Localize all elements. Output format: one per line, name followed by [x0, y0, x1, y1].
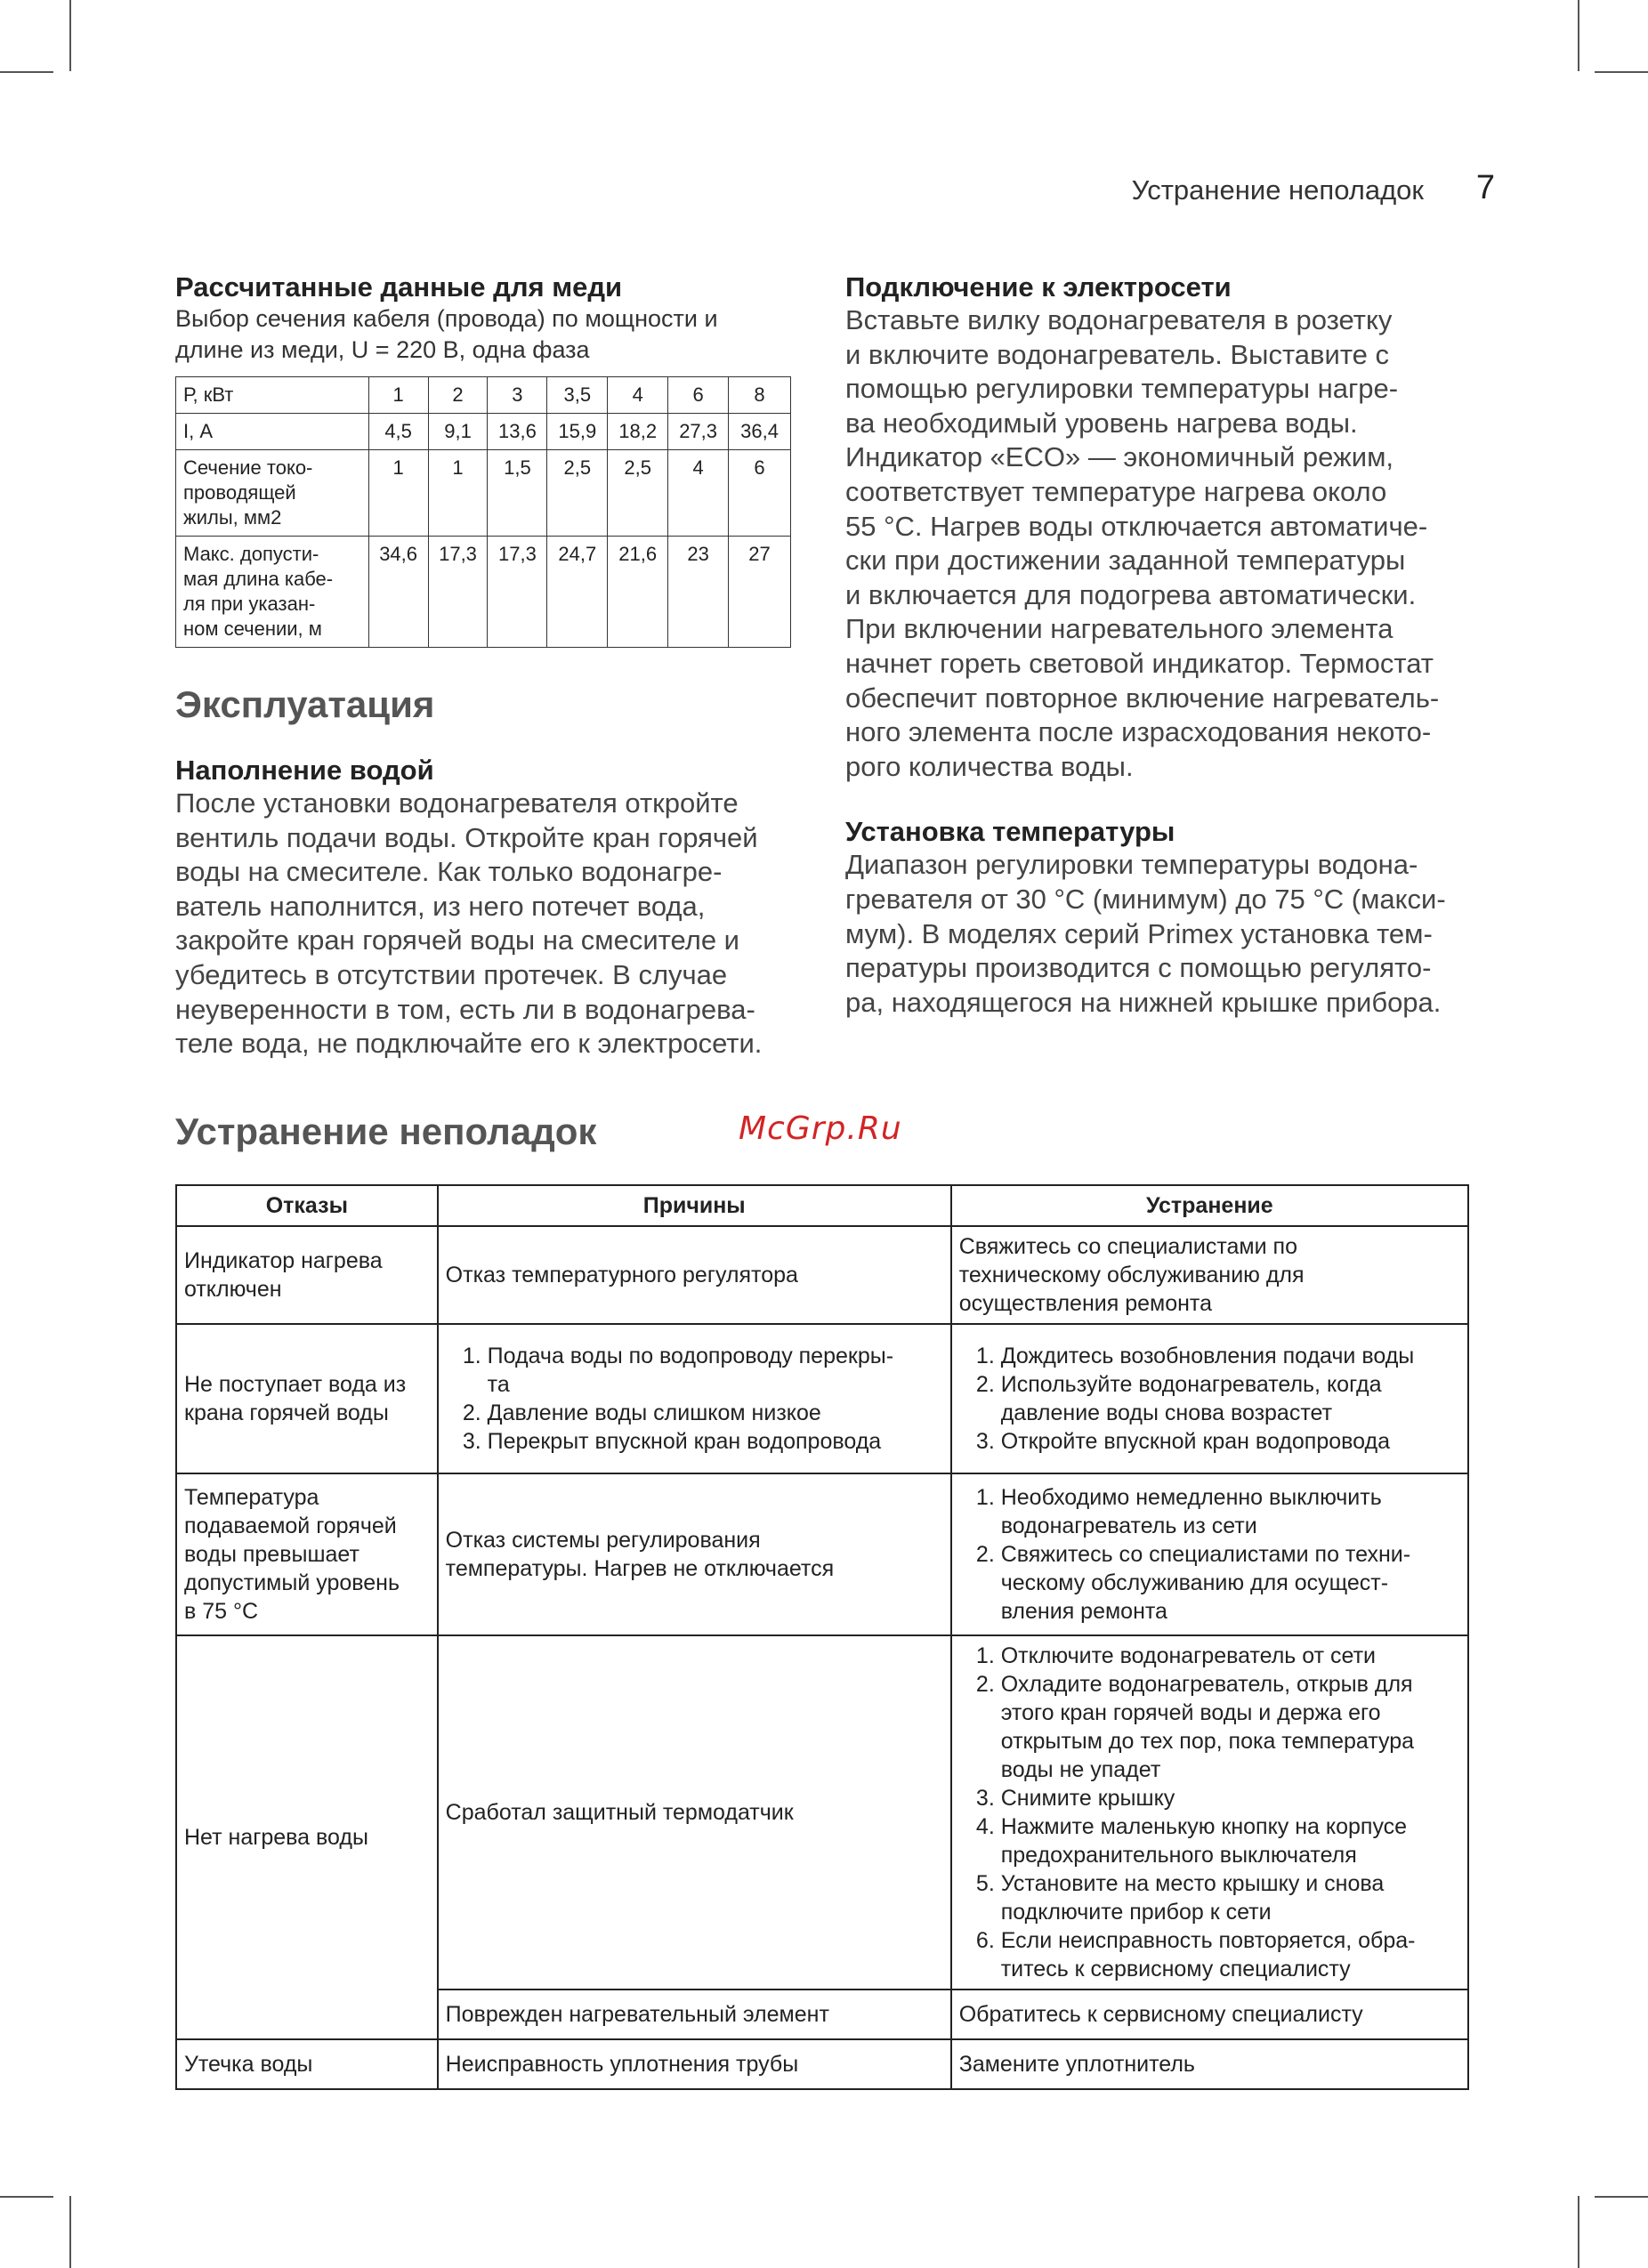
text-line: Вставьте вилку водонагревателя в розетку — [845, 304, 1393, 335]
text-line: воды превышает — [184, 1542, 359, 1567]
text-line: Не поступает вода из — [184, 1372, 407, 1397]
fault-cell — [176, 1324, 438, 1473]
list-item — [1001, 1812, 1460, 1869]
label-line: Р, кВт — [183, 383, 234, 406]
table-cell: 1 — [368, 450, 428, 537]
crop-mark — [1578, 0, 1579, 71]
text-line: 1. Отключите водонагреватель от сети — [1000, 1643, 1377, 1668]
crop-mark — [69, 0, 71, 71]
label-line: проводящей — [183, 481, 296, 504]
text-line: ного элемента после израсходования некото- — [845, 716, 1432, 748]
label-line: ном сечении, м — [183, 617, 322, 640]
text-line: осуществления ремонта — [958, 1291, 1212, 1316]
text-line: и включается для подогрева автоматически. — [845, 578, 1417, 610]
copper-subtitle-1: Выбор сечения кабеля (провода) по мощности и — [175, 305, 718, 332]
label-line: мая длина кабе- — [183, 568, 334, 590]
text-line: соответствует температуре нагрева около — [845, 475, 1387, 507]
text-line: рого количества воды. — [845, 750, 1134, 782]
table-cell: 3,5 — [547, 377, 608, 414]
crop-mark — [1595, 71, 1648, 73]
text-line: пературы производится с помощью регулято- — [845, 952, 1432, 984]
table-row — [176, 1635, 1468, 1990]
text-line: этого кран горячей воды и держа его — [1000, 1700, 1381, 1725]
fill-title: Наполнение водой — [175, 755, 434, 786]
temperature-paragraph — [845, 848, 1473, 1020]
text-line: вления ремонта — [1000, 1599, 1167, 1624]
column-header: Устранение — [951, 1185, 1468, 1226]
label-line: I, А — [183, 420, 214, 442]
list-item — [1001, 1869, 1460, 1926]
text-line: ческому обслуживанию для осущест- — [1000, 1570, 1389, 1595]
text-line: в 75 °C — [184, 1599, 259, 1624]
text-line: 6. Если неисправность повторяется, обра- — [1000, 1928, 1416, 1953]
text-line: открытым до тех пор, пока температура — [1000, 1729, 1415, 1754]
text-line: подаваемой горячей — [184, 1513, 397, 1538]
electric-paragraph — [845, 303, 1473, 784]
crop-mark — [0, 71, 53, 73]
fault-cell — [176, 1226, 438, 1324]
text-line: предохранительного выключателя — [1000, 1843, 1357, 1868]
label-line: Макс. допусти- — [183, 543, 319, 565]
table-cell: 13,6 — [488, 414, 547, 450]
table-cell: 24,7 — [547, 537, 608, 648]
text-line: подключите прибор к сети — [1000, 1900, 1272, 1925]
text-line: ски при достижении заданной температуры — [845, 545, 1406, 577]
copper-table — [175, 376, 791, 648]
text-line: Диапазон регулировки температуры водона- — [845, 849, 1418, 881]
text-line: 1. Подача воды по водопроводу перекры- — [487, 1344, 894, 1368]
list-item — [1001, 1483, 1460, 1540]
crop-mark — [1578, 2196, 1579, 2268]
copper-title: Рассчитанные данные для меди — [175, 271, 623, 303]
text-line: титесь к сервисному специалисту — [1000, 1957, 1351, 1981]
table-row — [176, 1473, 1468, 1635]
fix-list — [959, 1342, 1460, 1456]
text-line: помощью регулировки температуры нагре- — [845, 373, 1399, 405]
list-item — [1001, 1427, 1460, 1456]
cause-cell — [438, 1473, 951, 1635]
fix-cell — [951, 1473, 1468, 1635]
table-cell: 3 — [488, 377, 547, 414]
text-line: 3. Перекрыт впускной кран водопровода — [487, 1429, 882, 1454]
fault-cell: Утечка воды — [176, 2039, 438, 2089]
text-line: Отказ системы регулирования — [445, 1528, 761, 1553]
fix-cell: Замените уплотнитель — [951, 2039, 1468, 2089]
text-line: 1. Необходимо немедленно выключить — [1000, 1485, 1382, 1510]
table-cell: 18,2 — [608, 414, 668, 450]
text-line: 5. Установите на место крышку и снова — [1000, 1871, 1385, 1896]
text-line: 55 °C. Нагрев воды отключается автоматиче- — [845, 510, 1428, 542]
crop-mark — [1595, 2196, 1648, 2198]
table-cell: 4,5 — [368, 414, 428, 450]
list-item — [1001, 1370, 1460, 1427]
text-line: убедитесь в отсутствии протечек. В случае — [175, 958, 728, 990]
table-cell: 6 — [729, 450, 791, 537]
cause-list — [446, 1342, 943, 1456]
text-line: вентиль подачи воды. Откройте кран горячей — [175, 821, 758, 853]
text-line: температуры. Нагрев не отключается — [445, 1556, 835, 1581]
text-line: та — [487, 1372, 510, 1397]
text-line: отключен — [184, 1277, 282, 1302]
table-cell: 36,4 — [729, 414, 791, 450]
text-line: Температура — [184, 1485, 319, 1510]
table-row — [176, 1226, 1468, 1324]
text-line: водонагреватель из сети — [1000, 1513, 1257, 1538]
table-cell: 17,3 — [428, 537, 488, 648]
text-line: обеспечит повторное включение нагреватель- — [845, 682, 1440, 714]
crop-mark — [69, 2196, 71, 2268]
fault-cell: Нет нагрева воды — [176, 1635, 438, 2039]
text-line: крана горячей воды — [184, 1400, 389, 1425]
fix-cell — [951, 1324, 1468, 1473]
fix-list — [959, 1642, 1460, 1983]
left-column — [175, 271, 805, 366]
list-item — [488, 1427, 943, 1456]
text-line: техническому обслуживанию для — [958, 1263, 1305, 1287]
text-line: Свяжитесь со специалистами по — [958, 1234, 1297, 1259]
fix-cell — [951, 1635, 1468, 1990]
text-line: Индикатор «ECO» — экономичный режим, — [845, 441, 1394, 473]
column-header: Отказы — [176, 1185, 438, 1226]
copper-subtitle-2: длине из меди, U = 220 В, одна фаза — [175, 336, 590, 363]
right-column — [845, 271, 1473, 1020]
running-header — [979, 169, 1495, 214]
table-cell: 4 — [668, 450, 729, 537]
text-line: начнет гореть световой индикатор. Термостат — [845, 647, 1434, 679]
electric-title: Подключение к электросети — [845, 271, 1232, 303]
text-line: мум). В моделях серий Primex установка тем- — [845, 917, 1433, 949]
table-header-row — [176, 1185, 1468, 1226]
crop-mark — [0, 2196, 53, 2198]
text-line: После установки водонагревателя откройте — [175, 787, 739, 819]
temperature-title: Установка температуры — [845, 816, 1175, 848]
label-line: Сечение токо- — [183, 456, 313, 479]
table-cell: 27,3 — [668, 414, 729, 450]
text-line: 2. Используйте водонагреватель, когда — [1000, 1372, 1382, 1397]
table-row — [176, 537, 791, 648]
row-label — [176, 414, 369, 450]
text-line: гревателя от 30 °C (минимум) до 75 °C (макси- — [845, 883, 1446, 915]
table-cell: 21,6 — [608, 537, 668, 648]
table-row — [176, 2039, 1468, 2089]
text-line: 2. Охладите водонагреватель, открыв для — [1000, 1672, 1413, 1697]
row-label — [176, 537, 369, 648]
operation-heading: Эксплуатация — [175, 683, 435, 725]
table-row — [176, 1324, 1468, 1473]
list-item — [1001, 1642, 1460, 1670]
table-cell: 1 — [428, 450, 488, 537]
table-cell: 2 — [428, 377, 488, 414]
fix-cell — [951, 1226, 1468, 1324]
text-line: неуверенности в том, есть ли в водонагрева- — [175, 993, 755, 1025]
cause-cell: Сработал защитный термодатчик — [438, 1635, 951, 1990]
fix-cell: Обратитесь к сервисному специалисту — [951, 1990, 1468, 2039]
text-line: При включении нагревательного элемента — [845, 613, 1394, 645]
operation-section — [175, 683, 805, 1061]
running-title: Устранение неполадок — [1131, 174, 1424, 206]
table-row — [176, 414, 791, 450]
list-item — [488, 1342, 943, 1399]
table-cell: 4 — [608, 377, 668, 414]
text-line: воды не упадет — [1000, 1757, 1161, 1782]
table-cell: 6 — [668, 377, 729, 414]
text-line: Индикатор нагрева — [184, 1248, 383, 1273]
list-item — [1001, 1926, 1460, 1983]
label-line: ля при указан- — [183, 593, 316, 615]
list-item — [1001, 1540, 1460, 1626]
label-line: жилы, мм2 — [183, 506, 282, 529]
text-line: и включите водонагреватель. Выставите с — [845, 338, 1390, 370]
text-line: ра, находящегося на нижней крышке прибора. — [845, 986, 1442, 1018]
table-row — [176, 450, 791, 537]
text-line: воды на смесителе. Как только водонагре- — [175, 856, 723, 888]
table-cell: 27 — [729, 537, 791, 648]
text-line: 2. Давление воды слишком низкое — [487, 1400, 821, 1425]
troubleshooting-heading: Устранение неполадок — [175, 1110, 597, 1152]
table-cell: 1 — [368, 377, 428, 414]
table-cell: 23 — [668, 537, 729, 648]
page-number: 7 — [1475, 169, 1495, 206]
row-label — [176, 377, 369, 414]
text-line: ва необходимый уровень нагрева воды. — [845, 407, 1358, 439]
text-line: 1. Дождитесь возобновления подачи воды — [1000, 1344, 1415, 1368]
list-item — [1001, 1670, 1460, 1784]
table-cell: 2,5 — [547, 450, 608, 537]
table-cell: 8 — [729, 377, 791, 414]
table-cell: 15,9 — [547, 414, 608, 450]
table-cell: 2,5 — [608, 450, 668, 537]
cause-cell: Неисправность уплотнения трубы — [438, 2039, 951, 2089]
list-item — [1001, 1342, 1460, 1370]
text-line: 4. Нажмите маленькую кнопку на корпусе — [1000, 1814, 1408, 1839]
text-line: 3. Откройте впускной кран водопровода — [1000, 1429, 1390, 1454]
fault-cell — [176, 1473, 438, 1635]
cause-cell: Поврежден нагревательный элемент — [438, 1990, 951, 2039]
text-line: 3. Снимите крышку — [1000, 1786, 1175, 1811]
troubleshooting-table — [175, 1184, 1469, 2090]
text-line: 2. Свяжитесь со специалистами по техни- — [1000, 1542, 1411, 1567]
cause-cell — [438, 1324, 951, 1473]
cause-cell: Отказ температурного регулятора — [438, 1226, 951, 1324]
text-line: теле вода, не подключайте его к электросети. — [175, 1028, 763, 1060]
row-label — [176, 450, 369, 537]
table-cell: 1,5 — [488, 450, 547, 537]
text-line: закройте кран горячей воды на смесителе и — [175, 924, 739, 956]
text-line: ватель наполнится, из него потечет вода, — [175, 890, 706, 922]
fill-paragraph — [175, 787, 805, 1061]
fix-list — [959, 1483, 1460, 1626]
text-line: давление воды снова возрастет — [1000, 1400, 1333, 1425]
text-line: допустимый уровень — [184, 1570, 400, 1595]
table-row — [176, 377, 791, 414]
table-cell: 9,1 — [428, 414, 488, 450]
table-cell: 17,3 — [488, 537, 547, 648]
list-item — [488, 1399, 943, 1427]
watermark: McGrp.Ru — [739, 1110, 902, 1147]
list-item — [1001, 1784, 1460, 1812]
column-header: Причины — [438, 1185, 951, 1226]
table-cell: 34,6 — [368, 537, 428, 648]
